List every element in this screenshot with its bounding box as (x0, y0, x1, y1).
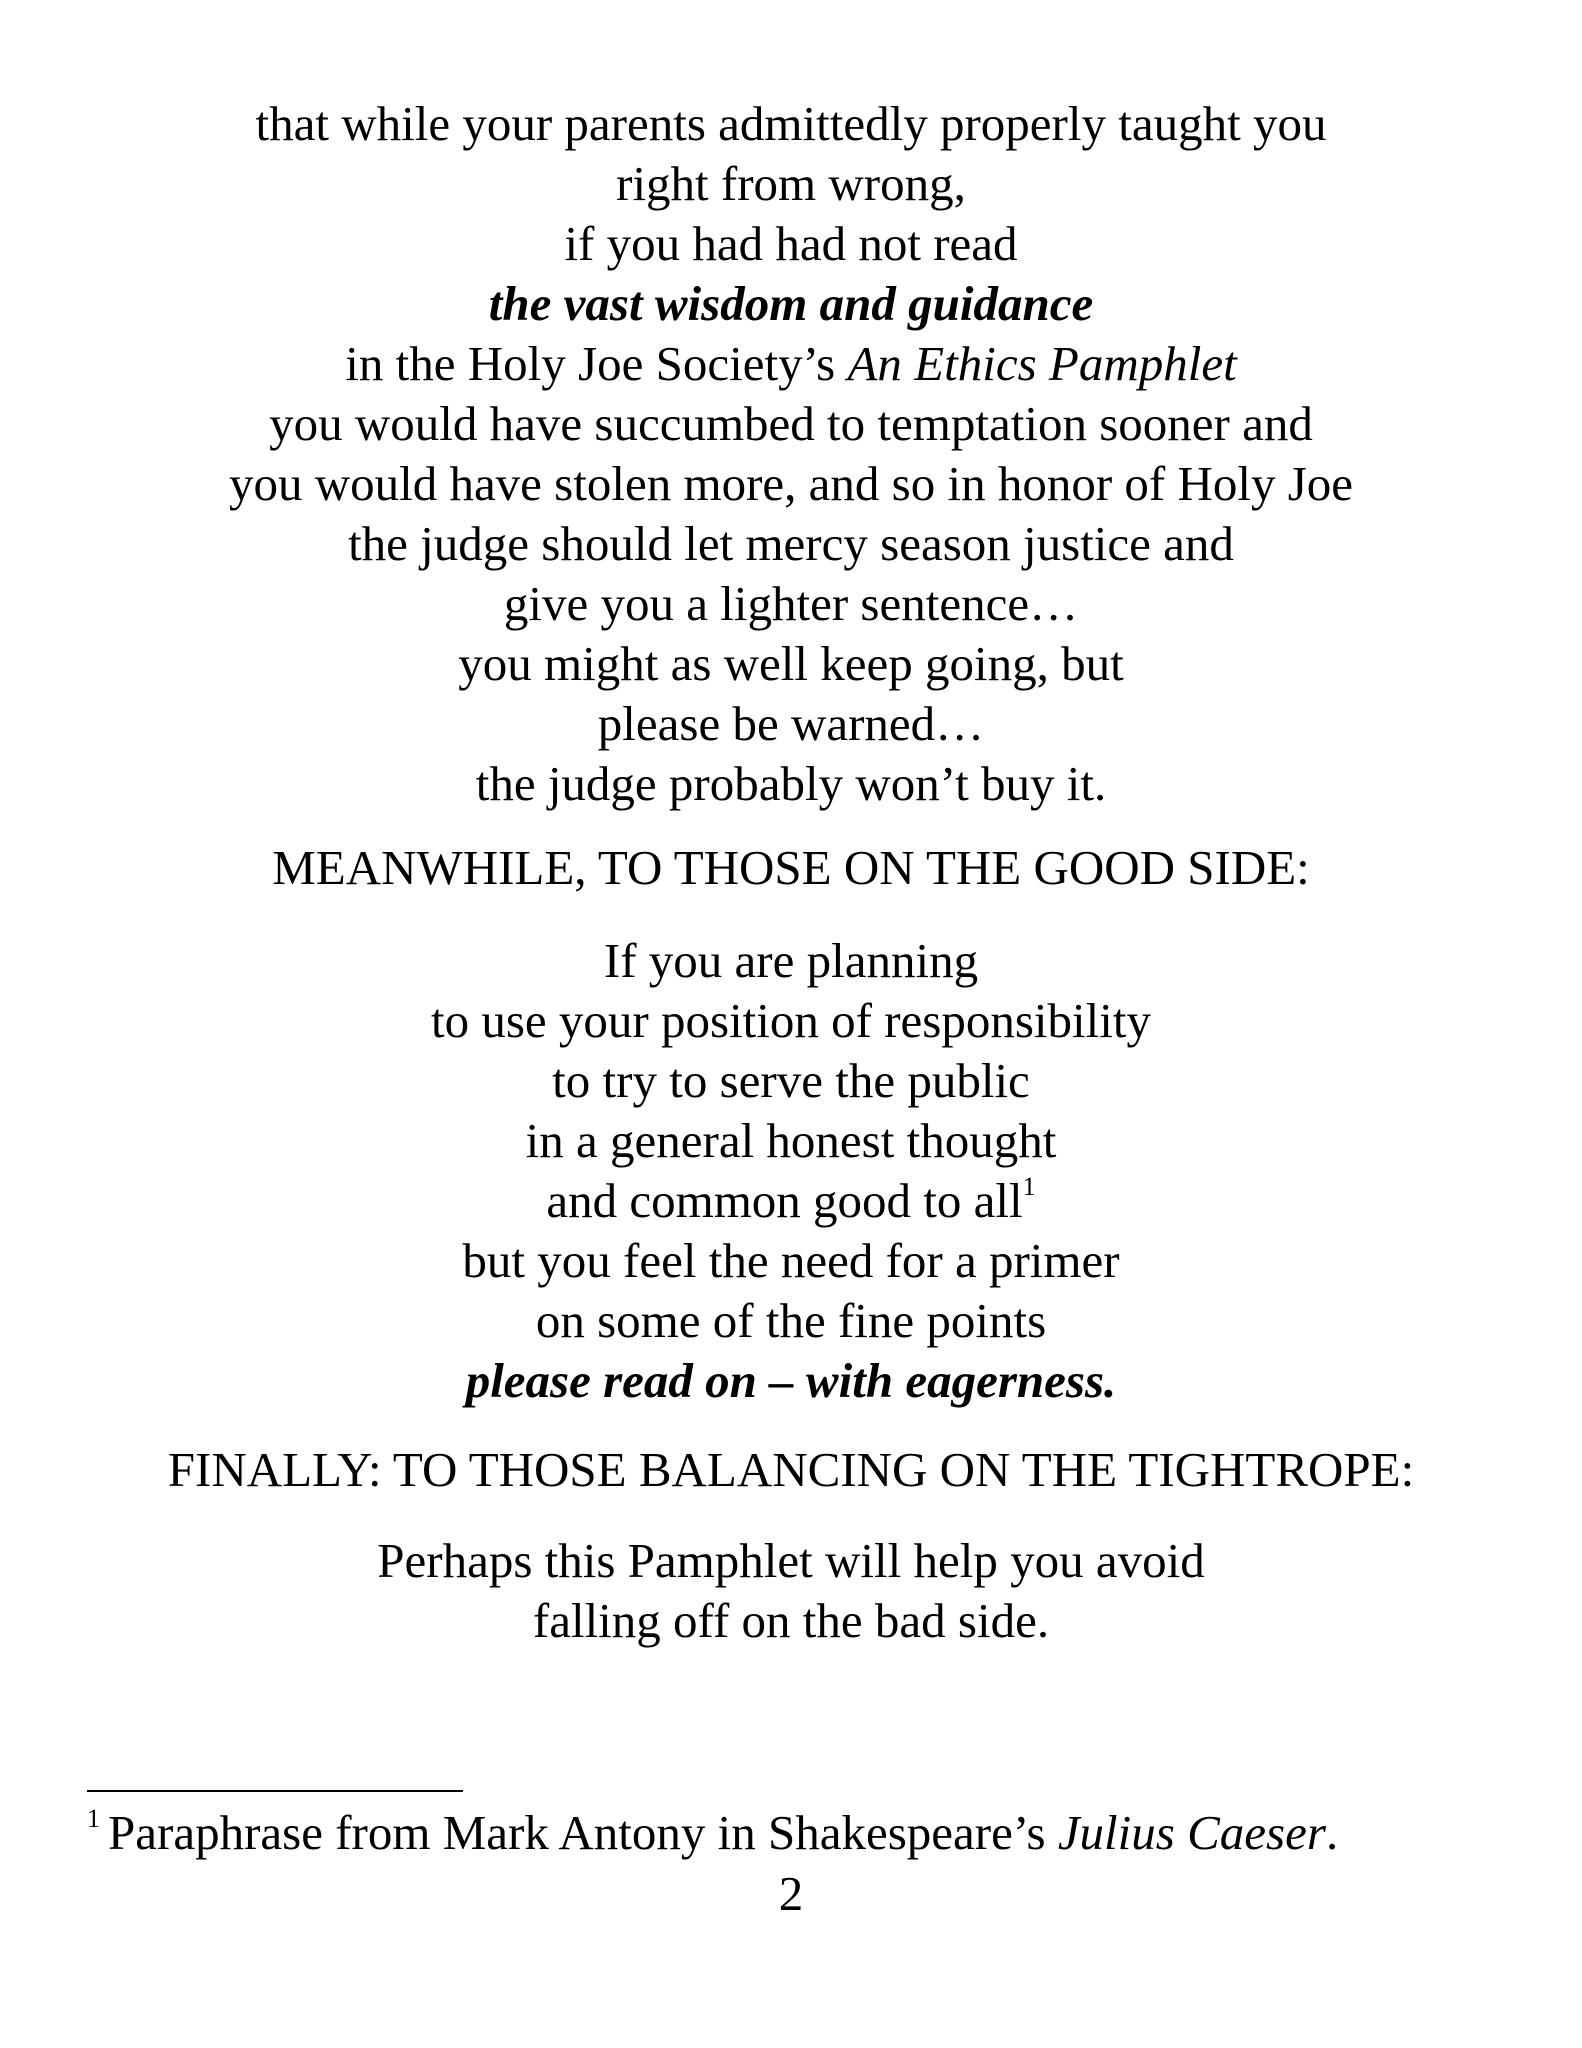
passage-line: on some of the fine points (535, 1293, 1047, 1348)
section-heading-tightrope: FINALLY: TO THOSE BALANCING ON THE TIGHTROPE: (167, 1442, 1415, 1497)
section-heading-good-side: MEANWHILE, TO THOSE ON THE GOOD SIDE: (272, 840, 1310, 895)
passage-line (0, 334, 1582, 394)
passage-line: you would have succumbed to temptation sooner and (269, 396, 1313, 451)
emphasis-line: the vast wisdom and guidance (488, 276, 1094, 331)
tightrope-passage (0, 1531, 1582, 1651)
footnote (87, 1803, 1338, 1863)
passage-text: in the Holy Joe Society’s (345, 336, 848, 391)
page-number: 2 (778, 1866, 804, 1921)
passage-line: if you had had not read (564, 216, 1018, 271)
good-side-passage (0, 931, 1582, 1411)
footnote-separator (87, 1790, 463, 1792)
footnote-text: Paraphrase from Mark Antony in Shakespeare’s (108, 1805, 1058, 1860)
passage-text: and common good to all (546, 1173, 1023, 1228)
warning-passage (0, 94, 1582, 814)
footnote-reference[interactable]: 1 (1022, 1172, 1036, 1201)
passage-line: right from wrong, (616, 156, 966, 211)
passage-line (0, 1171, 1582, 1231)
passage-line: please be warned… (597, 696, 985, 751)
footnote-end: . (1325, 1805, 1339, 1860)
passage-line: the judge probably won’t buy it. (475, 756, 1107, 811)
passage-line: you would have stolen more, and so in honor of Holy Joe (228, 456, 1354, 511)
emphasis-line: please read on – with eagerness. (465, 1353, 1117, 1408)
footnote-title: Julius Caeser (1057, 1805, 1326, 1860)
passage-line: If you are planning (603, 933, 979, 988)
footnote-marker: 1 (87, 1804, 100, 1833)
passage-line: to try to serve the public (552, 1053, 1030, 1108)
passage-line: in a general honest thought (525, 1113, 1057, 1168)
passage-line: but you feel the need for a primer (462, 1233, 1120, 1288)
passage-line: Perhaps this Pamphlet will help you avoid (377, 1533, 1205, 1588)
passage-line: that while your parents admittedly properly taught you (255, 96, 1327, 151)
passage-line: you might as well keep going, but (458, 636, 1124, 691)
passage-line: the judge should let mercy season justice and (348, 516, 1234, 571)
passage-line: give you a lighter sentence… (503, 576, 1079, 631)
passage-line: to use your position of responsibility (431, 993, 1151, 1048)
passage-line: falling off on the bad side. (532, 1593, 1050, 1648)
pamphlet-title: An Ethics Pamphlet (847, 336, 1237, 391)
